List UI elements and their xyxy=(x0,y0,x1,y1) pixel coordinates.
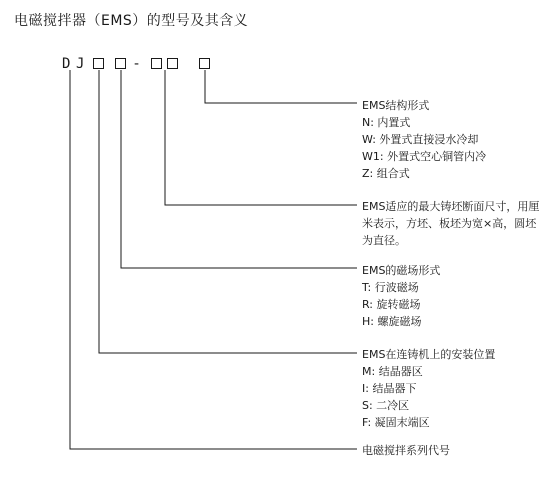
size-group xyxy=(362,198,547,249)
position-item: M: 结晶器区 xyxy=(362,365,423,378)
leader-line-series xyxy=(70,70,357,449)
field-item: H: 螺旋磁场 xyxy=(362,315,422,328)
leader-line-size xyxy=(165,70,357,205)
position-heading: EMS在连铸机上的安装位置 xyxy=(362,348,496,361)
code-letter-d: D xyxy=(62,56,71,72)
position-item: S: 二冷区 xyxy=(362,399,410,412)
structure-item: Z: 组合式 xyxy=(362,167,410,180)
leader-line-position xyxy=(99,70,357,353)
leader-line-structure xyxy=(205,70,357,103)
structure-item: W: 外置式直接浸水冷却 xyxy=(362,133,479,146)
structure-item: W1: 外置式空心铜管内冷 xyxy=(362,150,487,163)
structure-group xyxy=(362,97,486,182)
structure-item: N: 内置式 xyxy=(362,116,411,129)
field-group xyxy=(362,262,440,330)
position-item: F: 凝固末端区 xyxy=(362,416,430,429)
field-heading: EMS的磁场形式 xyxy=(362,264,441,277)
series-heading: 电磁搅拌系列代号 xyxy=(362,444,450,457)
series-group xyxy=(362,442,450,459)
leader-line-field xyxy=(121,70,357,268)
structure-heading: EMS结构形式 xyxy=(362,99,430,112)
position-item: I: 结晶器下 xyxy=(362,382,417,395)
page-title: 电磁搅拌器（EMS）的型号及其含义 xyxy=(14,13,249,29)
position-group xyxy=(362,346,495,431)
code-dash: - xyxy=(134,56,140,72)
field-item: R: 旋转磁场 xyxy=(362,298,421,311)
field-item: T: 行波磁场 xyxy=(362,281,419,294)
code-letter-j: J xyxy=(76,56,85,72)
size-description: EMS适应的最大铸坯断面尺寸，用厘米表示，方坯、板坯为宽×高，圆坯为直径。 xyxy=(362,200,540,247)
